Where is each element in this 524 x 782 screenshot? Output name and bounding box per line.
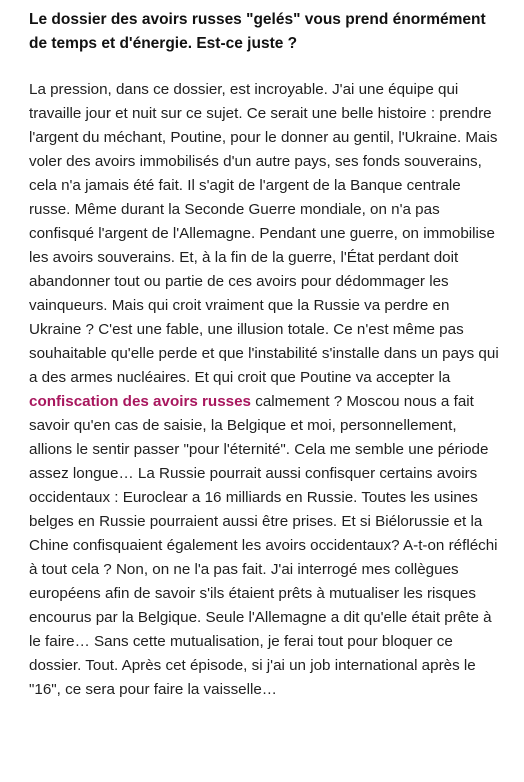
answer-text-before-link: La pression, dans ce dossier, est incroyable. J'ai une équipe qui travaille jour et nuit sur ce sujet. Ce serait une belle histoire : prendre l'argent du méchant, Poutine, pour le donner au gentil, l'Ukraine. Mais voler des avoirs immobilisés d'un autre pays, ses fonds souverains, cela n'a jamais été fait. Il s'agit de l'argent de la Banque centrale russe. Même durant la Seconde Guerre mondiale, on n'a pas confisqué l'argent de l'Allemagne. Pendant une guerre, on immobilise les avoirs souverains. Et, à la fin de la guerre, l'État perdant doit abandonner tout ou partie de ces avoirs pour dédommager les vainqueurs. Mais qui croit vraiment que la Russie va perdre en Ukraine ? C'est une fable, une illusion totale. Ce n'est même pas souhaitable qu'elle perde et que l'instabilité s'installe dans un pays qui a des armes nucléaires. Et qui croit que Poutine va accepter la xyxy=(29,81,499,386)
article-body xyxy=(29,8,503,702)
answer-text-after-link: calmement ? Moscou nous a fait savoir qu'en cas de saisie, la Belgique et moi, personnellement, allions le sentir passer "pour l'éternité". Cela me semble une période assez longue… La Russie pourrait aussi confisquer certains avoirs occidentaux : Euroclear a 16 milliards en Russie. Toutes les usines belges en Russie pourraient aussi être prises. Et si Biélorussie et la Chine confisquaient également les avoirs occidentaux? A-t-on réfléchi à tout cela ? Non, on ne l'a pas fait. J'ai interrogé mes collègues européens afin de savoir s'ils étaient prêts à mutualiser les risques encourus par la Belgique. Seule l'Allemagne a dit qu'elle était prête à le faire… Sans cette mutualisation, je ferai tout pour bloquer ce dossier. Tout. Après cet épisode, si j'ai un job international après le "16", ce sera pour faire la vaisselle… xyxy=(29,393,498,698)
confiscation-link[interactable]: confiscation des avoirs russes xyxy=(29,393,251,410)
interview-question: Le dossier des avoirs russes "gelés" vous prend énormément de temps et d'énergie. Est-ce juste ? xyxy=(29,11,486,52)
interview-answer xyxy=(29,78,503,702)
